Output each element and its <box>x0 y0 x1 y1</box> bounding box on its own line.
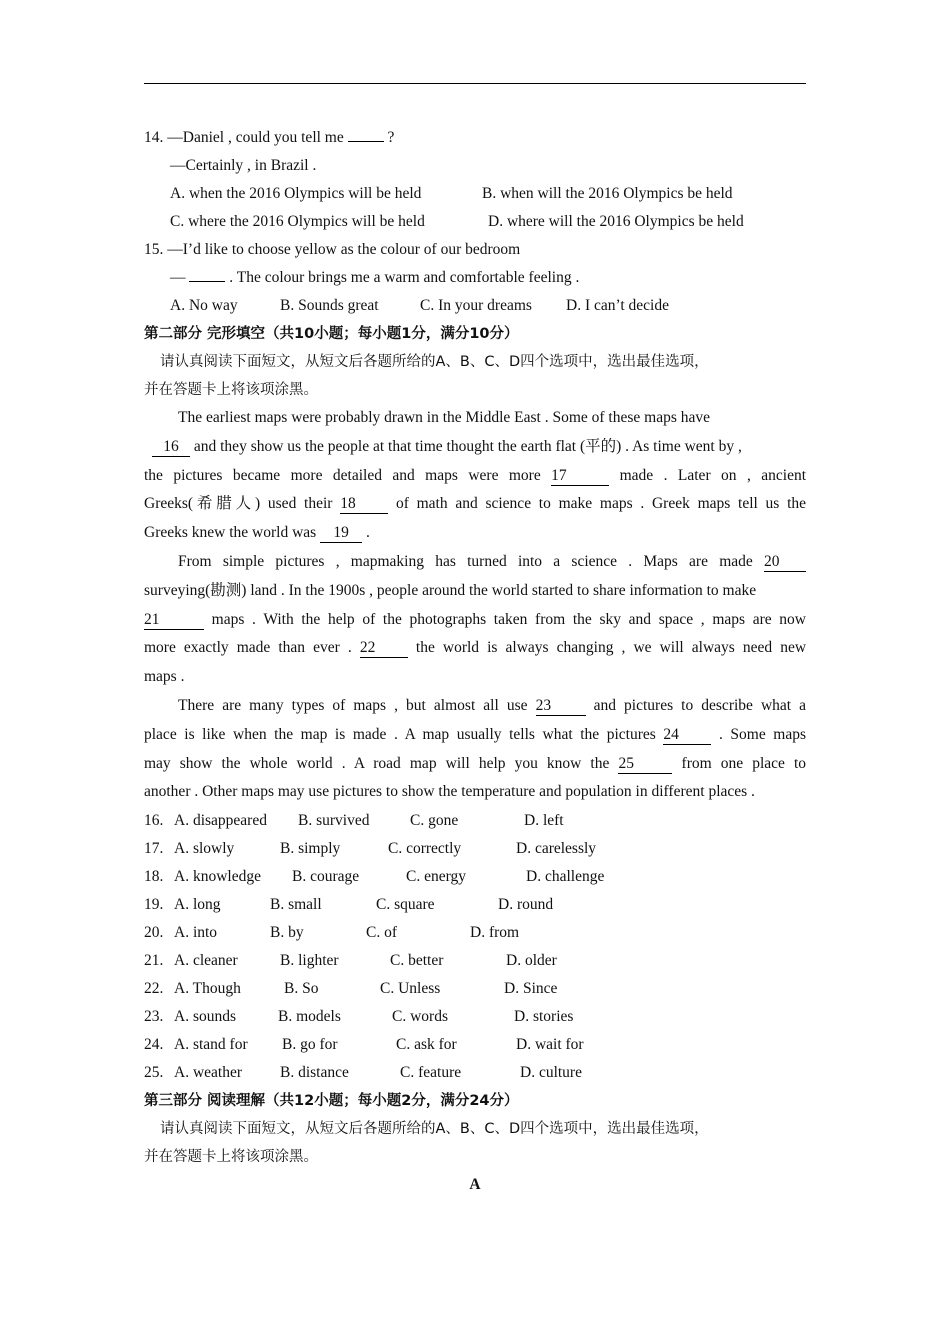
choice-row-19 <box>144 891 806 919</box>
choice-c: C. gone <box>410 812 459 830</box>
q14-option-d: D. where will the 2016 Olympics be held <box>488 213 744 230</box>
part2-instruction-1: 请认真阅读下面短文，从短文后各题所给的A、B、C、D四个选项中，选出最佳选项， <box>160 354 709 370</box>
choice-c: C. square <box>376 896 435 914</box>
blank-16: 16 <box>152 438 190 457</box>
q14-option-a: A. when the 2016 Olympics will be held <box>170 185 422 202</box>
choice-c: C. Unless <box>380 980 441 998</box>
passage-p2-line3-text: maps . With the help of the photographs taken from the sky and space , maps are now <box>211 610 806 628</box>
q15-option-b: B. Sounds great <box>280 297 379 314</box>
choice-num: 23. <box>144 1008 164 1026</box>
part3-instruction-2: 并在答题卡上将该项涂黑。 <box>144 1149 318 1166</box>
choice-num: 22. <box>144 980 164 998</box>
choice-a: A. slowly <box>174 840 235 858</box>
choice-d: D. wait for <box>516 1036 584 1054</box>
passage-p1-line4-b: of math and science to make maps . Greek maps tell us the <box>395 495 807 513</box>
passage-p1-line5-b: . <box>365 524 370 542</box>
passage-p2-line1-text: From simple pictures , mapmaking has turned into a science . Maps are made <box>178 552 753 570</box>
passage-p2-line1 <box>144 548 806 577</box>
choice-row-24 <box>144 1031 806 1059</box>
part2-heading: 第二部分 完形填空（共10小题；每小题1分，满分10分） <box>144 326 519 342</box>
choice-d: D. Since <box>504 980 558 998</box>
choice-num: 21. <box>144 952 164 970</box>
passage-p3-line2 <box>144 721 806 750</box>
choice-d: D. round <box>498 896 554 914</box>
choice-a: A. weather <box>174 1064 242 1082</box>
q14-option-b: B. when will the 2016 Olympics be held <box>482 185 733 202</box>
blank-20: 20 <box>764 553 806 572</box>
choice-b: B. distance <box>280 1064 349 1082</box>
q15-reply-text: . The colour brings me a warm and comfortable feeling . <box>229 269 580 286</box>
q14-options-row1 <box>144 180 806 208</box>
passage-p3-line3-b: from one place to <box>681 754 807 772</box>
passage-p3-line4: another . Other maps may use pictures to show the temperature and population in different places . <box>144 783 755 801</box>
q14-options-row2 <box>144 208 806 236</box>
choice-b: B. lighter <box>280 952 339 970</box>
passage-p3-line2-a: place is like when the map is made . A map usually tells what the pictures <box>144 725 656 743</box>
choice-a: A. Though <box>174 980 241 998</box>
q14-blank <box>348 127 384 142</box>
choice-a: A. cleaner <box>174 952 238 970</box>
part3-instruction-1: 请认真阅读下面短文，从短文后各题所给的A、B、C、D四个选项中，选出最佳选项， <box>160 1121 709 1138</box>
choice-b: B. models <box>278 1008 341 1026</box>
choice-c: C. words <box>392 1008 448 1026</box>
passage-p1-line2-text: and they show us the people at that time thought the earth flat (平的) . As time went by , <box>193 437 742 455</box>
page-content <box>144 124 806 1199</box>
choice-row-22 <box>144 975 806 1003</box>
q15-reply <box>144 264 806 292</box>
q15-option-c: C. In your dreams <box>420 297 532 314</box>
choice-c: C. energy <box>406 868 466 886</box>
choice-d: D. stories <box>514 1008 574 1026</box>
part3-heading: 第三部分 阅读理解（共12小题；每小题2分，满分24分） <box>144 1093 519 1110</box>
q15-blank <box>189 267 225 282</box>
choice-b: B. courage <box>292 868 360 886</box>
choice-row-20 <box>144 919 806 947</box>
passage-p1-line3-a: the pictures became more detailed and maps were more <box>144 466 541 484</box>
choice-b: B. So <box>284 980 319 998</box>
choice-a: A. disappeared <box>174 812 267 830</box>
choice-b: B. go for <box>282 1036 338 1054</box>
blank-21: 21 <box>144 611 204 630</box>
choice-c: C. ask for <box>396 1036 457 1054</box>
choice-a: A. knowledge <box>174 868 261 886</box>
choice-c: C. better <box>390 952 444 970</box>
choice-num: 18. <box>144 868 164 886</box>
choice-num: 24. <box>144 1036 164 1054</box>
choice-num: 20. <box>144 924 164 942</box>
passage-p3-line2-b: . Some maps <box>718 725 807 743</box>
choice-a: A. long <box>174 896 221 914</box>
choice-row-23 <box>144 1003 806 1031</box>
passage-p1-line4 <box>144 490 806 519</box>
q15-reply-dash: — <box>170 269 186 286</box>
choice-b: B. by <box>270 924 304 942</box>
blank-23: 23 <box>536 697 586 716</box>
blank-25: 25 <box>618 755 672 774</box>
q14-stem-text: 14. —Daniel , could you tell me <box>144 129 344 146</box>
choice-row-16 <box>144 807 806 835</box>
blank-18: 18 <box>340 495 388 514</box>
choice-row-21 <box>144 947 806 975</box>
choice-d: D. culture <box>520 1064 582 1082</box>
passage-p1-line2 <box>144 433 806 462</box>
choice-num: 16. <box>144 812 164 830</box>
choice-a: A. stand for <box>174 1036 248 1054</box>
blank-22: 22 <box>360 639 408 658</box>
header-rule <box>144 83 806 84</box>
part2-instruction-2: 并在答题卡上将该项涂黑。 <box>144 382 318 398</box>
blank-17: 17 <box>551 467 609 486</box>
blank-19: 19 <box>320 524 362 543</box>
choice-d: D. left <box>524 812 564 830</box>
q15-option-d: D. I can’t decide <box>566 297 669 314</box>
choice-num: 25. <box>144 1064 164 1082</box>
choice-row-18 <box>144 863 806 891</box>
q14-stem <box>144 124 806 152</box>
choice-a: A. sounds <box>174 1008 237 1026</box>
q15-options <box>144 292 806 320</box>
choice-b: B. simply <box>280 840 341 858</box>
choice-row-17 <box>144 835 806 863</box>
choice-c: C. correctly <box>388 840 462 858</box>
passage-p2-line4 <box>144 634 806 663</box>
blank-24: 24 <box>663 726 711 745</box>
passage-p2-line2: surveying(勘测) land . In the 1900s , people around the world started to share information to make <box>144 581 757 599</box>
q14-stem-end: ? <box>387 129 395 146</box>
passage-p2-line4-a: more exactly made than ever . <box>144 639 352 657</box>
choice-d: D. challenge <box>526 868 605 886</box>
choice-c: C. of <box>366 924 397 942</box>
passage-p1-line5-a: Greeks knew the world was <box>144 524 317 542</box>
choice-b: B. survived <box>298 812 370 830</box>
passage-p2-line5: maps . <box>144 668 185 686</box>
passage-p3-line3-a: may show the whole world . A road map will help you know the <box>144 754 610 772</box>
section-a-title: A <box>469 1176 481 1194</box>
q15-option-a: A. No way <box>170 297 238 314</box>
passage-p2-line4-b: the world is always changing , we will always need new <box>415 639 807 657</box>
choice-row-25 <box>144 1059 806 1087</box>
choice-b: B. small <box>270 896 322 914</box>
choice-d: D. older <box>506 952 557 970</box>
choice-num: 19. <box>144 896 164 914</box>
passage-p1-line1: The earliest maps were probably drawn in the Middle East . Some of these maps have <box>178 409 711 426</box>
passage-p1-line3 <box>144 462 806 491</box>
choice-d: D. from <box>470 924 520 942</box>
passage-p1-line5 <box>144 519 806 548</box>
q14-option-c: C. where the 2016 Olympics will be held <box>170 213 425 230</box>
choice-num: 17. <box>144 840 164 858</box>
choice-a: A. into <box>174 924 218 942</box>
q14-reply: —Certainly , in Brazil . <box>170 157 317 174</box>
passage-p2-line3 <box>144 606 806 635</box>
q15-stem: 15. —I’d like to choose yellow as the colour of our bedroom <box>144 241 521 258</box>
passage-p3-line3 <box>144 750 806 779</box>
passage-p1-line4-a: Greeks(希腊人) used their <box>144 495 333 513</box>
passage-p1-line3-b: made . Later on , ancient <box>619 466 807 484</box>
passage-p3-line1 <box>144 692 806 721</box>
passage-p3-line1-a: There are many types of maps , but almost all use <box>178 696 528 714</box>
passage-p3-line1-b: and pictures to describe what a <box>593 696 807 714</box>
choice-c: C. feature <box>400 1064 462 1082</box>
choice-d: D. carelessly <box>516 840 597 858</box>
